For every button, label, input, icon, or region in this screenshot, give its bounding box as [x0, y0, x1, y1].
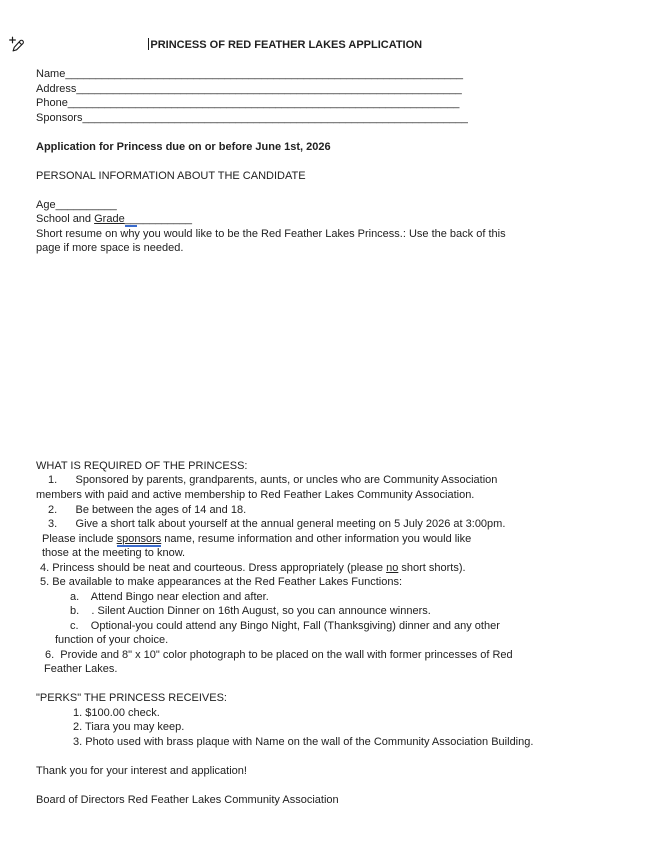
text-run: __ — [124, 213, 137, 226]
text-run: no — [386, 561, 399, 574]
doc-line — [0, 154, 653, 169]
perk-2 — [0, 720, 653, 735]
personal-info-heading — [0, 169, 653, 184]
document-body — [0, 38, 653, 807]
text-run: name, resume information and other information you would like — [161, 532, 472, 545]
doc-line — [0, 415, 653, 430]
doc-line — [0, 328, 653, 343]
resume-instructions — [0, 227, 653, 242]
req-item-5c-cont — [0, 633, 653, 648]
req-item-5c — [0, 619, 653, 634]
phone-field — [0, 96, 653, 111]
text-run: 4. Princess should be neat and courteous. Dress appropriately (please — [40, 561, 387, 574]
doc-line — [0, 285, 653, 300]
req-item-3-cont — [0, 532, 653, 547]
sponsors-field — [0, 111, 653, 126]
text-run: a. Attend Bingo near election and after. — [70, 590, 269, 603]
text-run: 3. Photo used with brass plaque with Name on the wall of the Community Association Building. — [73, 735, 534, 748]
title-line — [36, 38, 534, 53]
doc-line — [0, 53, 653, 68]
doc-line — [0, 430, 653, 445]
text-run: Board of Directors Red Feather Lakes Community Association — [36, 793, 339, 806]
address-field — [0, 82, 653, 97]
doc-line — [0, 386, 653, 401]
doc-line — [0, 343, 653, 358]
text-run: Please include — [42, 532, 117, 545]
text-run: _________ — [136, 213, 192, 226]
doc-line — [0, 125, 653, 140]
doc-line — [0, 778, 653, 793]
age-field — [0, 198, 653, 213]
text-run: WHAT IS REQUIRED OF THE PRINCESS: — [36, 459, 248, 472]
thanks-line — [0, 764, 653, 779]
name-field — [0, 67, 653, 82]
text-run: page if more space is needed. — [36, 242, 184, 255]
text-run: Feather Lakes. — [44, 663, 118, 676]
text-run: 2. Tiara you may keep. — [73, 721, 185, 734]
doc-line — [0, 357, 653, 372]
school-grade-field — [0, 212, 653, 227]
doc-line — [0, 749, 653, 764]
signature-line — [0, 793, 653, 808]
req-item-5a — [0, 590, 653, 605]
text-run: function of your choice. — [55, 634, 169, 647]
text-run: Address_______________________________________________________________ — [36, 82, 462, 95]
req-item-1 — [0, 473, 653, 488]
text-run: School and — [36, 213, 95, 226]
doc-line — [0, 314, 653, 329]
text-run: Name_________________________________________________________________ — [36, 68, 463, 81]
text-run: Grade — [94, 213, 125, 226]
text-run: "PERKS" THE PRINCESS RECEIVES: — [36, 692, 227, 705]
text-run: members with paid and active membership to Red Feather Lakes Community Association. — [36, 488, 475, 501]
doc-line — [0, 183, 653, 198]
text-run: c. Optional-you could attend any Bingo Night, Fall (Thanksgiving) dinner and any other — [70, 619, 500, 632]
text-run: PRINCESS OF RED FEATHER LAKES APPLICATION — [150, 39, 423, 51]
text-run: Thank you for your interest and application! — [36, 764, 247, 777]
req-item-3 — [0, 517, 653, 532]
resume-instructions-2 — [0, 241, 653, 256]
text-run: short shorts). — [398, 561, 466, 574]
text-run: 6. Provide and 8" x 10" color photograph to be placed on the wall with former princesses of Red — [45, 648, 513, 661]
req-item-3-cont2 — [0, 546, 653, 561]
requirements-heading — [0, 459, 653, 474]
req-item-5 — [0, 575, 653, 590]
doc-line — [0, 256, 653, 271]
text-run: 2. Be between the ages of 14 and 18. — [48, 503, 247, 516]
text-run: Phone________________________________________________________________ — [36, 97, 460, 110]
text-run: Application for Princess due on or before June 1st, 2026 — [36, 140, 331, 153]
perks-heading — [0, 691, 653, 706]
req-item-2 — [0, 503, 653, 518]
doc-line — [0, 299, 653, 314]
text-run: 5. Be available to make appearances at the Red Feather Lakes Functions: — [40, 576, 402, 589]
due-date-line — [0, 140, 653, 155]
text-run: Age__________ — [36, 198, 117, 211]
req-item-4 — [0, 561, 653, 576]
req-item-1-cont — [0, 488, 653, 503]
text-run: 3. Give a short talk about yourself at the annual general meeting on 5 July 2026 at 3:00pm. — [48, 518, 506, 531]
text-run: sponsors — [116, 532, 162, 545]
perk-3 — [0, 735, 653, 750]
req-item-6 — [0, 648, 653, 663]
doc-line — [0, 444, 653, 459]
text-run: b. . Silent Auction Dinner on 16th August, so you can announce winners. — [70, 605, 431, 618]
text-run: 1. Sponsored by parents, grandparents, aunts, or uncles who are Community Association — [48, 474, 498, 487]
req-item-5b — [0, 604, 653, 619]
text-run: PERSONAL INFORMATION ABOUT THE CANDIDATE — [36, 169, 306, 182]
doc-line — [0, 401, 653, 416]
text-run: 1. $100.00 check. — [73, 706, 160, 719]
text-run: those at the meeting to know. — [42, 547, 186, 560]
text-run: Short resume on why you would like to be the Red Feather Lakes Princess.: Use the back of this — [36, 227, 506, 240]
doc-line — [0, 677, 653, 692]
doc-line — [0, 270, 653, 285]
doc-line — [0, 372, 653, 387]
text-run: Sponsors_______________________________________________________________ — [36, 111, 468, 124]
req-item-6-cont — [0, 662, 653, 677]
perk-1 — [0, 706, 653, 721]
